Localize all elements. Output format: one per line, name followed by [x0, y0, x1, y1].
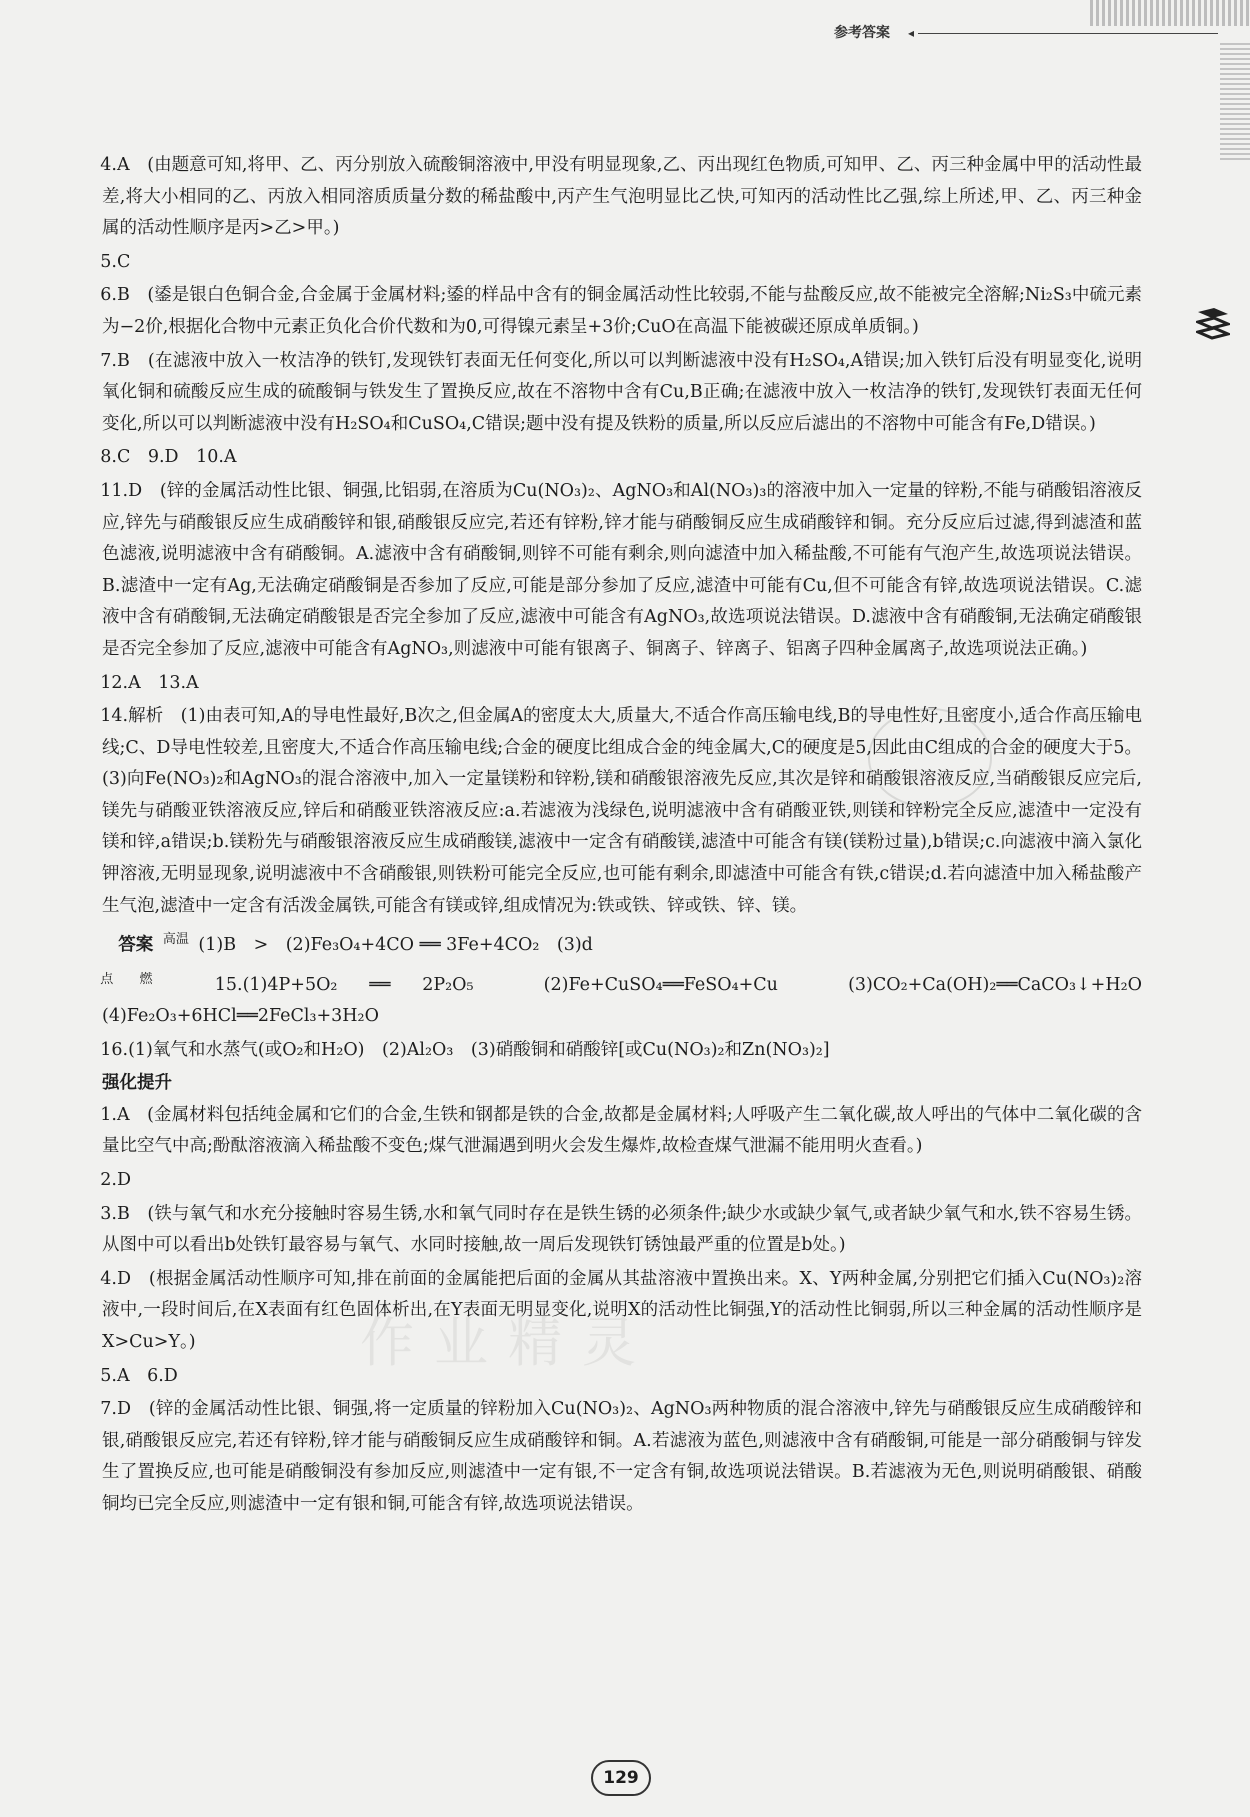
- header-decoration-stripes: [1090, 0, 1250, 26]
- side-decoration-stripes: [1220, 40, 1250, 160]
- answer-item: 14.解析 (1)由表可知,A的导电性最好,B次之,但金属A的密度太大,质量大,不适合作高压输电线,B的导电性好,且密度小,适合作高压输电线;C、D导电性较差,且密度大,不适合作高压输电线;合金的硬度比组成合金的纯金属大,C的硬度是5,因此由C组成的合金的硬度大于5。(3)向Fe(NO₃)₂和AgNO₃的混合溶液中,加入一定量镁粉和锌粉,镁和硝酸银溶液先反应,其次是锌和硝酸银溶液反应,当硝酸银反应完后,镁先与硝酸亚铁溶液反应,锌后和硝酸亚铁溶液反应:a.若滤液为浅绿色,说明滤液中含有硝酸亚铁,则镁和锌粉完全反应,滤渣中一定没有镁和锌,a错误;b.镁粉先与硝酸银溶液反应生成硝酸镁,滤液中一定含有硝酸镁,滤渣中可能含有镁(镁粉过量),b错误;c.向滤液中滴入氯化钾溶液,无明显现象,说明滤液中不含硝酸银,则铁粉可能完全反应,也可能有剩余,即滤渣中可能含有铁,c错误;d.若向滤渣中加入稀盐酸产生气泡,滤渣中一定含有活泼金属铁,可能含有镁或锌,组成情况为:铁或铁、锌或铁、锌、镁。: [100, 706, 1142, 916]
- answer-item: 7.D (锌的金属活动性比银、铜强,将一定质量的锌粉加入Cu(NO₃)₂、AgNO₃两种物质的混合溶液中,锌先与硝酸银反应生成硝酸锌和银,硝酸银反应完,若还有锌粉,锌才能与硝酸铜反应生成硝酸锌和铜。A.若滤液为蓝色,则滤液中含有硝酸铜,可能是一部分硝酸铜与锌发生了置换反应,也可能是硝酸铜没有参加反应,则滤渣中一定有银,不一定含有铜,故选项说法错误。B.若滤液为无色,则说明硝酸银、硝酸铜均已完全反应,则滤渣中一定有银和铜,可能含有锌,故选项说法错误。: [100, 1399, 1142, 1514]
- answer-item-15: [100, 964, 1160, 1033]
- book-stack-icon: [1196, 306, 1230, 344]
- page-header-title: 参考答案: [834, 25, 890, 41]
- answer-label: 答案: [118, 935, 154, 956]
- answer-text: 15.(1)4P+5O₂ ══ 2P₂O₅ (2)Fe+CuSO₄══FeSO₄+Cu (3)CO₂+Ca(OH)₂══CaCO₃↓+H₂O (4)Fe₂O₃+6HCl══2FeCl₃+3H₂O: [102, 974, 1160, 1027]
- answer-item: 5.A 6.D: [100, 1365, 178, 1386]
- answer-item: 5.C: [100, 251, 131, 272]
- section-title: 强化提升: [102, 1073, 172, 1094]
- answer-item: 12.A 13.A: [100, 672, 199, 693]
- answer-item: 4.A (由题意可知,将甲、乙、丙分别放入硫酸铜溶液中,甲没有明显现象,乙、丙出现红色物质,可知甲、乙、丙三种金属中甲的活动性最差,将大小相同的乙、丙放入相同溶质质量分数的稀盐酸中,丙产生气泡明显比乙快,可知丙的活动性比乙强,综上所述,甲、乙、丙三种金属的活动性顺序是丙>乙>甲。): [100, 155, 1142, 239]
- answer-item: 3.B (铁与氧气和水充分接触时容易生锈,水和氧气同时存在是铁生锈的必须条件;缺少水或缺少氧气,或者缺少氧气和水,铁不容易生锈。从图中可以看出b处铁钉最容易与氧气、水同时接触,故一周后发现铁钉锈蚀最严重的位置是b处。): [100, 1203, 1142, 1256]
- answer-item: 8.C 9.D 10.A: [100, 447, 237, 468]
- answer-item: 1.A (金属材料包括纯金属和它们的合金,生铁和钢都是铁的合金,故都是金属材料;人呼吸产生二氧化碳,故人呼出的气体中二氧化碳的含量比空气中高;酚酞溶液滴入稀盐酸不变色;煤气泄漏遇到明火会发生爆炸,故检查煤气泄漏不能用明火查看。): [100, 1104, 1142, 1157]
- answer-item-14-answer: [102, 924, 1142, 961]
- answer-item: 6.B (鋈是银白色铜合金,合金属于金属材料;鋈的样品中含有的铜金属活动性比较弱,不能与盐酸反应,故不能被完全溶解;Ni₂S₃中硫元素为−2价,根据化合物中元素正负化合价代数和为0,可得镍元素呈+3价;CuO在高温下能被碳还原成单质铜。): [100, 285, 1142, 337]
- header-arrow-icon: ◂: [908, 26, 915, 40]
- page-number: 129: [591, 1760, 651, 1796]
- answer-item: 11.D (锌的金属活动性比银、铜强,比铝弱,在溶质为Cu(NO₃)₂、AgNO₃和Al(NO₃)₃的溶液中加入一定量的锌粉,不能与硝酸铝溶液反应,锌先与硝酸银反应生成硝酸锌和银,硝酸银反应完,若还有锌粉,锌才能与硝酸铜反应生成硝酸锌和铜。充分反应后过滤,得到滤渣和蓝色滤液,说明滤液中含有硝酸铜。A.滤液中含有硝酸铜,则锌不可能有剩余,则向滤渣中加入稀盐酸,不可能有气泡产生,故选项说法错误。B.滤渣中一定有Ag,无法确定硝酸铜是否参加了反应,可能是部分参加了反应,滤渣中可能有Cu,但不可能含有锌,故选项说法错误。C.滤液中含有硝酸铜,无法确定硝酸银是否完全参加了反应,滤液中可能含有AgNO₃,故选项说法错误。D.滤液中含有硝酸铜,无法确定硝酸银是否完全参加了反应,滤液中可能含有AgNO₃,则滤液中可能有银离子、铜离子、锌离子、铝离子四种金属离子,故选项说法正确。): [100, 480, 1142, 659]
- answer-item: 2.D: [100, 1170, 131, 1191]
- reaction-condition: 高温: [162, 932, 189, 948]
- answer-item: 7.B (在滤液中放入一枚洁净的铁钉,发现铁钉表面无任何变化,所以可以判断滤液中没有H₂SO₄,A错误;加入铁钉后没有明显变化,说明氧化铜和硫酸反应生成的硫酸铜与铁发生了置换反应,故在不溶物中含有Cu,B正确;在滤液中放入一枚洁净的铁钉,发现铁钉表面无任何变化,所以可以判断滤液中没有H₂SO₄和CuSO₄,C错误;题中没有提及铁粉的质量,所以反应后滤出的不溶物中可能含有Fe,D错误。): [100, 350, 1142, 434]
- answer-text: (1)B > (2)Fe₃O₄+4CO ══ 3Fe+4CO₂ (3)d: [198, 935, 593, 956]
- watermark-text: 作业精灵: [360, 1311, 656, 1374]
- answer-item: 4.D (根据金属活动性顺序可知,排在前面的金属能把后面的金属从其盐溶液中置换出来。X、Y两种金属,分别把它们插入Cu(NO₃)₂溶液中,一段时间后,在X表面有红色固体析出,在Y表面无明显变化,说明X的活动性比铜强,Y的活动性比铜弱,所以三种金属的活动性顺序是X>Cu>Y。): [100, 1268, 1142, 1353]
- reaction-condition: 点燃: [100, 971, 179, 987]
- answer-item: 16.(1)氧气和水蒸气(或O₂和H₂O) (2)Al₂O₃ (3)硝酸铜和硝酸锌[或Cu(NO₃)₂和Zn(NO₃)₂]: [100, 1039, 830, 1060]
- header-rule: [918, 33, 1218, 34]
